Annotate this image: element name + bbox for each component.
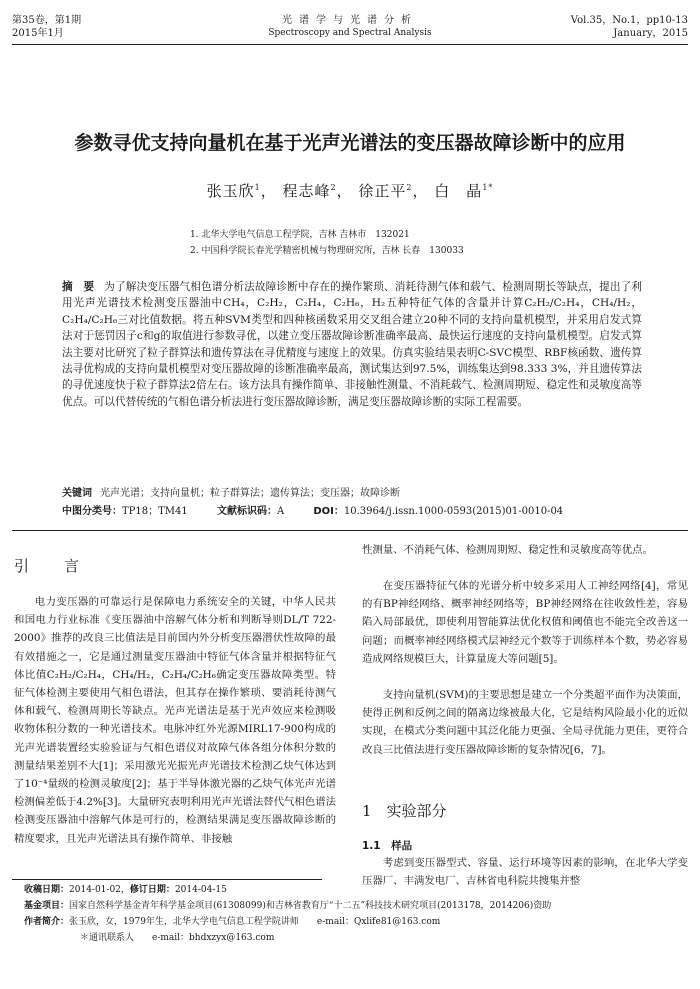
author-separator: ， bbox=[336, 182, 353, 200]
header-divider bbox=[12, 44, 688, 45]
journal-name-cn: 光谱学与光谱分析 bbox=[282, 15, 418, 26]
bio-label: 作者简介： bbox=[24, 917, 70, 927]
footnote-divider bbox=[12, 879, 322, 880]
fund-label: 基金项目： bbox=[24, 901, 70, 911]
keywords-text: 光声光谱；支持向量机；粒子群算法；遗传算法；变压器；故障诊断 bbox=[100, 488, 400, 499]
keywords-label: 关键词 bbox=[62, 488, 92, 499]
abstract-text: 为了解决变压器气相色谱分析法故障诊断中存在的操作繁琐、消耗待测气体和载气、检测周期长等缺点，提出了利用光声光谱技术检测变压器油中CH₄，C₂H₂，C₂H₄，C₂H₆，H₂五种特征气体的含量并计算C₂H₂/C₂H₄，CH₄/H₂，C₂H₄/C₂H₆三对比值数据。将五种SVM类型和四种核函数采用交叉组合建立20种不同的支持向量机模型，并采用启发式算法对于惩罚因子c和g的取值进行参数寻优，以建立变压器故障诊断准确率最高、最快运行速度的支持向量机模型。启发式算法主要对比研究了粒子群算法和遗传算法在寻优精度与速度上的效果。仿真实验结果表明C-SVC模型、RBF核函数、遗传算法寻优构成的支持向量机模型对变压器故障的诊断准确率最高，测试集达到97.5%，训练集达到98.333 3%，并且遗传算法的寻优速度快于粒子群算法2倍左右。该方法具有操作简单、非接触性测量、不消耗载气、检测周期短、稳定性和灵敏度高等优点。可以代替传统的气相色谱分析法进行变压器故障诊断，满足变压器故障诊断的实际工程需要。 bbox=[62, 281, 643, 408]
fund-text: 国家自然科学基金青年科学基金项目(61308099)和吉林省教育厅“十二五”科技技术研究项目(2013178，2014206)资助 bbox=[69, 901, 552, 911]
intro-continued: 性测量、不消耗气体、检测周期短、稳定性和灵敏度高等优点。 bbox=[362, 544, 653, 556]
journal-volume-issue bbox=[12, 14, 81, 40]
received-date: 2014-01-02， bbox=[69, 885, 130, 895]
doc-code-value: A bbox=[276, 506, 285, 517]
author-name: 程志峰 bbox=[282, 182, 331, 200]
revised-label: 修订日期： bbox=[129, 885, 175, 895]
footnote-bio bbox=[24, 916, 684, 929]
footnote-corresponding: ＊通讯联系人 e-mail：bhdxzyx@163.com bbox=[80, 933, 275, 943]
author-name: 白 晶 bbox=[434, 182, 483, 200]
author-separator: ， bbox=[412, 182, 429, 200]
intro-paragraph-3: 支持向量机(SVM)的主要思想是建立一个分类超平面作为决策面，使得正例和反例之间的隔离边缘被最大化，它是结构风险最小化的近似实现，在模式分类问题中其泛化能力更强、全局寻优能力更佳，更符合改良三比值法进行变压器故障诊断的复杂情况[6，7]。 bbox=[362, 689, 688, 756]
footnote-fund bbox=[24, 900, 684, 913]
author-name: 徐正平 bbox=[358, 182, 407, 200]
abstract bbox=[62, 279, 642, 410]
journal-pages bbox=[571, 14, 688, 40]
affiliation-1: 1. 北华大学电气信息工程学院，吉林 吉林市 132021 bbox=[190, 230, 410, 240]
classification-line bbox=[62, 504, 682, 520]
abstract-label: 摘 要 bbox=[62, 281, 95, 293]
author-list bbox=[0, 180, 700, 201]
clc-value: TP18；TM41 bbox=[122, 506, 188, 517]
intro-heading: 引 言 bbox=[14, 557, 90, 575]
author-affil-mark: 1 bbox=[254, 183, 261, 192]
bio-text: 张玉欣，女，1979年生，北华大学电气信息工程学院讲师 e-mail：Qxlife81@163.com bbox=[69, 917, 441, 927]
journal-name-en: Spectroscopy and Spectral Analysis bbox=[268, 28, 432, 38]
author-name: 张玉欣 bbox=[206, 182, 255, 200]
author-affil-mark: 2 bbox=[330, 183, 337, 192]
received-label: 收稿日期： bbox=[24, 885, 70, 895]
doi-value: 10.3964/j.issn.1000-0593(2015)01-0010-04 bbox=[343, 506, 564, 517]
keywords bbox=[62, 486, 662, 502]
vol-pages-text: Vol.35，No.1，pp10-13 bbox=[570, 15, 688, 26]
issue-date-text: 2015年1月 bbox=[12, 28, 64, 39]
doi-label: DOI： bbox=[313, 506, 344, 517]
doc-code-label: 文献标识码： bbox=[216, 506, 277, 517]
revised-date: 2014-04-15 bbox=[174, 885, 227, 895]
author-affil-mark: 1* bbox=[482, 183, 494, 192]
footnote-dates bbox=[24, 884, 684, 897]
section-1-1-heading: 1.1 样品 bbox=[362, 840, 413, 852]
section-1-1-paragraph: 考虑到变压器型式、容量、运行环境等因素的影响，在北华大学变压器厂、丰满发电厂、吉林省电科院共搜集并整 bbox=[362, 857, 688, 888]
journal-name bbox=[200, 14, 500, 40]
author-affil-mark: 2 bbox=[406, 183, 413, 192]
intro-paragraph: 电力变压器的可靠运行是保障电力系统安全的关键，中华人民共和国电力行业标准《变压器油中溶解气体分析和判断导则DL/T 722-2000》推荐的改良三比值法是目前国内外分析变压器潜伏性故障的最有效措施之一，它是通过测量变压器油中特征气体含量并根据特征气体比值C₂H₂/C₂H₄，CH₄/H₂，C₂H₄/C₂H₆确定变压器故障类型。特征气体检测主要使用气相色谱法，但其存在操作繁琐、要消耗待测气体和载气、检测周期长等缺点。光声光谱法是基于光声效应来检测吸收物体积分数的一种光谱技术。电脉冲红外光源MIRL17-900构成的光声光谱装置经实验验证与气相色谱仪对故障气体各组分体积分数的测量结果差别不大[1]；采用激光光振光声光谱技术检测乙炔气体达到了10⁻⁴量级的检测灵敏度[2]；基于半导体激光器的乙炔气体光声光谱检测偏差低于4.2%[3]。大量研究表明利用光声光谱法替代气相色谱法检测变压器油中溶解气体是可行的，检测结果满足变压器故障诊断的精度要求，且光声光谱法具有操作简单、非接触 bbox=[14, 596, 336, 845]
pub-date-text: January，2015 bbox=[613, 28, 688, 39]
clc-label: 中图分类号： bbox=[62, 506, 122, 517]
author-separator: ， bbox=[260, 182, 277, 200]
intro-paragraph-2: 在变压器特征气体的光谱分析中较多采用人工神经网络[4]，常见的有BP神经网络、概率神经网络等，BP神经网络在往收敛性差，容易陷入局部最优，即使利用智能算法优化权值和阈值也不能完全改善这一问题；而概率神经网络模式层神经元个数等于训练样本个数，势必容易造成网络规模巨大，计算量庞大等问题[5]。 bbox=[362, 580, 688, 665]
paper-title: 参数寻优支持向量机在基于光声光谱法的变压器故障诊断中的应用 bbox=[74, 132, 626, 154]
affiliation-2: 2. 中国科学院长春光学精密机械与物理研究所，吉林 长春 130033 bbox=[190, 246, 464, 256]
abstract-divider bbox=[12, 530, 688, 531]
section-1-heading: 1 实验部分 bbox=[362, 802, 447, 820]
volume-issue-text: 第35卷，第1期 bbox=[12, 15, 82, 26]
